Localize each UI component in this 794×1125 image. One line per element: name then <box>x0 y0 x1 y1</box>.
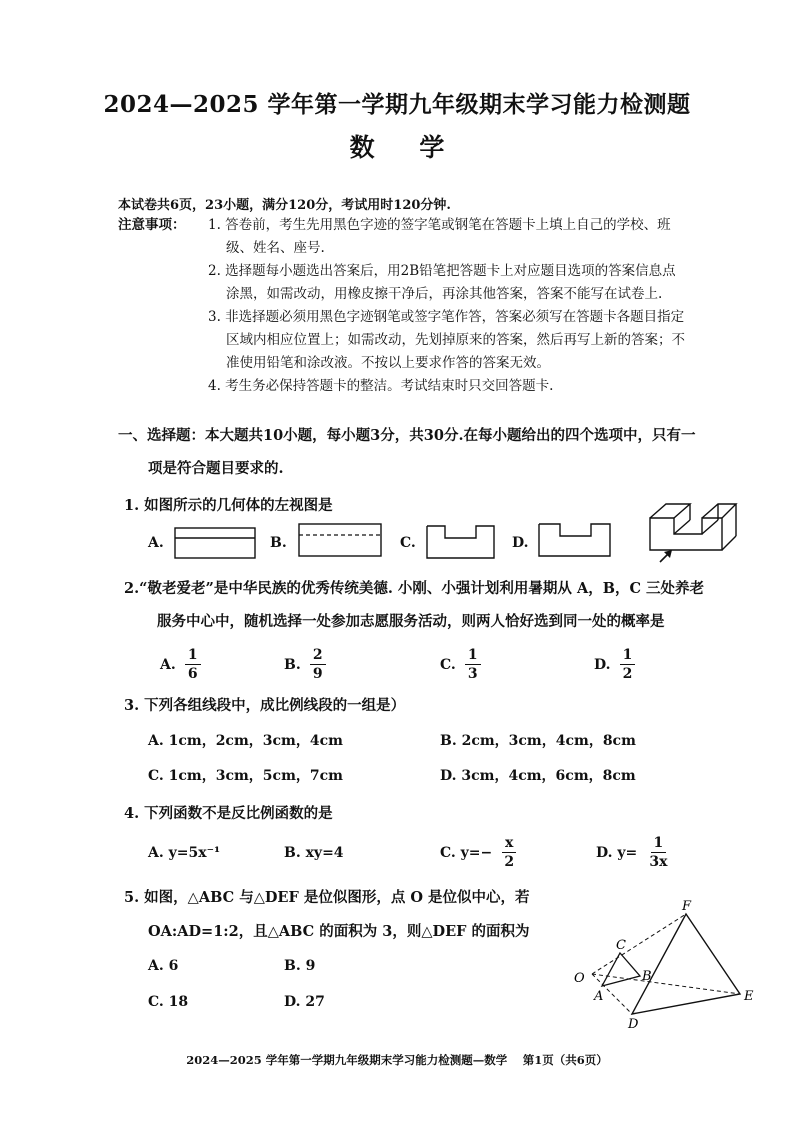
q2-option-c: C. $\frac{1}{3}$ <box>440 646 481 683</box>
note-line: 区域内相应位置上；如需改动，先划掉原来的答案，然后再写上新的答案；不 <box>226 332 685 348</box>
q2-option-d: D. $\frac{1}{2}$ <box>594 646 635 683</box>
q1-option-d-figure <box>536 518 614 560</box>
q4-option-b: B. xy=4 <box>284 845 344 861</box>
point-label-b: B <box>642 969 652 984</box>
q1-option-b-figure <box>296 520 386 560</box>
q1-option-b-label: B. <box>270 535 287 551</box>
point-label-d: D <box>628 1017 639 1032</box>
q5-option-a: A. 6 <box>148 958 179 974</box>
question-2-stem-cont: 服务中心中，随机选择一处参加志愿服务活动，则两人恰好选到同一处的概率是 <box>157 613 665 630</box>
point-label-o: O <box>574 971 585 986</box>
q2-option-b: B. $\frac{2}{9}$ <box>284 646 326 683</box>
note-line: 级、姓名、座号. <box>226 240 325 256</box>
q4-option-a: A. y=5x⁻¹ <box>148 845 221 861</box>
question-2-stem: 2.“敬老爱老”是中华民族的优秀传统美德. 小刚、小强计划利用暑期从 A，B，C 三处养老 <box>124 580 705 597</box>
note-line: 4. 考生务必保持答题卡的整洁。考试结束时只交回答题卡. <box>208 378 554 394</box>
note-line: 2. 选择题每小题选出答案后，用2B铅笔把答题卡上对应题目选项的答案信息点 <box>208 263 676 279</box>
fraction: $\frac{1}{3x}$ <box>649 835 668 870</box>
fraction: $\frac{1}{2}$ <box>620 646 636 683</box>
question-1-stem: 1. 如图所示的几何体的左视图是 <box>124 497 333 514</box>
q3-option-b: B. 2cm，3cm，4cm，8cm <box>440 733 636 749</box>
question-3-stem: 3. 下列各组线段中，成比例线段的一组是） <box>124 697 406 714</box>
q5-option-c: C. 18 <box>148 994 189 1010</box>
fraction: $\frac{x}{2}$ <box>501 834 517 871</box>
fraction: $\frac{1}{6}$ <box>185 646 201 683</box>
note-line: 1. 答卷前，考生先用黑色字迹的签字笔或钢笔在答题卡上填上自己的学校、班 <box>208 217 671 233</box>
exam-title: 2024—2025 学年第一学期九年级期末学习能力检测题 <box>103 91 691 118</box>
notes-label: 注意事项： <box>118 217 186 233</box>
note-line: 准使用铅笔和涂改液。不按以上要求作答的答案无效。 <box>226 355 550 371</box>
subject-title: 数 学 <box>349 133 463 162</box>
question-5-stem: 5. 如图，△ABC 与△DEF 是位似图形，点 O 是位似中心，若 <box>124 889 530 906</box>
q1-option-d-label: D. <box>512 535 529 551</box>
question-5-stem-cont: OA:AD=1:2，且△ABC 的面积为 3，则△DEF 的面积为 <box>148 923 530 940</box>
q4-option-d: D. y= $\frac{1}{3x}$ <box>596 834 670 871</box>
fraction: $\frac{1}{3}$ <box>465 646 481 683</box>
exam-intro: 本试卷共6页，23小题，满分120分，考试用时120分钟. <box>118 198 451 213</box>
q5-option-d: D. 27 <box>284 994 325 1010</box>
q5-homothety-figure <box>568 898 768 1032</box>
q3-option-a: A. 1cm，2cm，3cm，4cm <box>148 733 343 749</box>
note-line: 3. 非选择题必须用黑色字迹钢笔或签字笔作答，答案必须写在答题卡各题目指定 <box>208 309 685 325</box>
q1-option-c-figure <box>424 520 498 562</box>
q3-option-d: D. 3cm，4cm，6cm，8cm <box>440 768 636 784</box>
q1-option-a-figure <box>172 524 258 562</box>
q1-option-a-label: A. <box>148 535 164 551</box>
q1-option-c-label: C. <box>400 535 416 551</box>
note-line: 涂黑，如需改动，用橡皮擦干净后，再涂其他答案，答案不能写在试卷上. <box>226 286 663 302</box>
q4-option-c: C. y=− $\frac{x}{2}$ <box>440 834 517 871</box>
page-footer: 2024—2025 学年第一学期九年级期末学习能力检测题—数学 第1页（共6页） <box>186 1053 608 1067</box>
point-label-e: E <box>744 989 754 1004</box>
fraction: $\frac{2}{9}$ <box>310 646 326 683</box>
section-heading: 一、选择题：本大题共10小题，每小题3分，共30分.在每小题给出的四个选项中，只有一 <box>118 427 696 444</box>
q2-option-a: A. $\frac{1}{6}$ <box>160 646 201 683</box>
q3-option-c: C. 1cm，3cm，5cm，7cm <box>148 768 343 784</box>
point-label-a: A <box>594 989 604 1004</box>
question-4-stem: 4. 下列函数不是反比例函数的是 <box>124 805 333 822</box>
section-heading-cont: 项是符合题目要求的. <box>148 460 284 477</box>
q1-solid-figure <box>636 488 740 564</box>
point-label-f: F <box>682 899 692 914</box>
q5-option-b: B. 9 <box>284 958 316 974</box>
point-label-c: C <box>616 938 626 953</box>
